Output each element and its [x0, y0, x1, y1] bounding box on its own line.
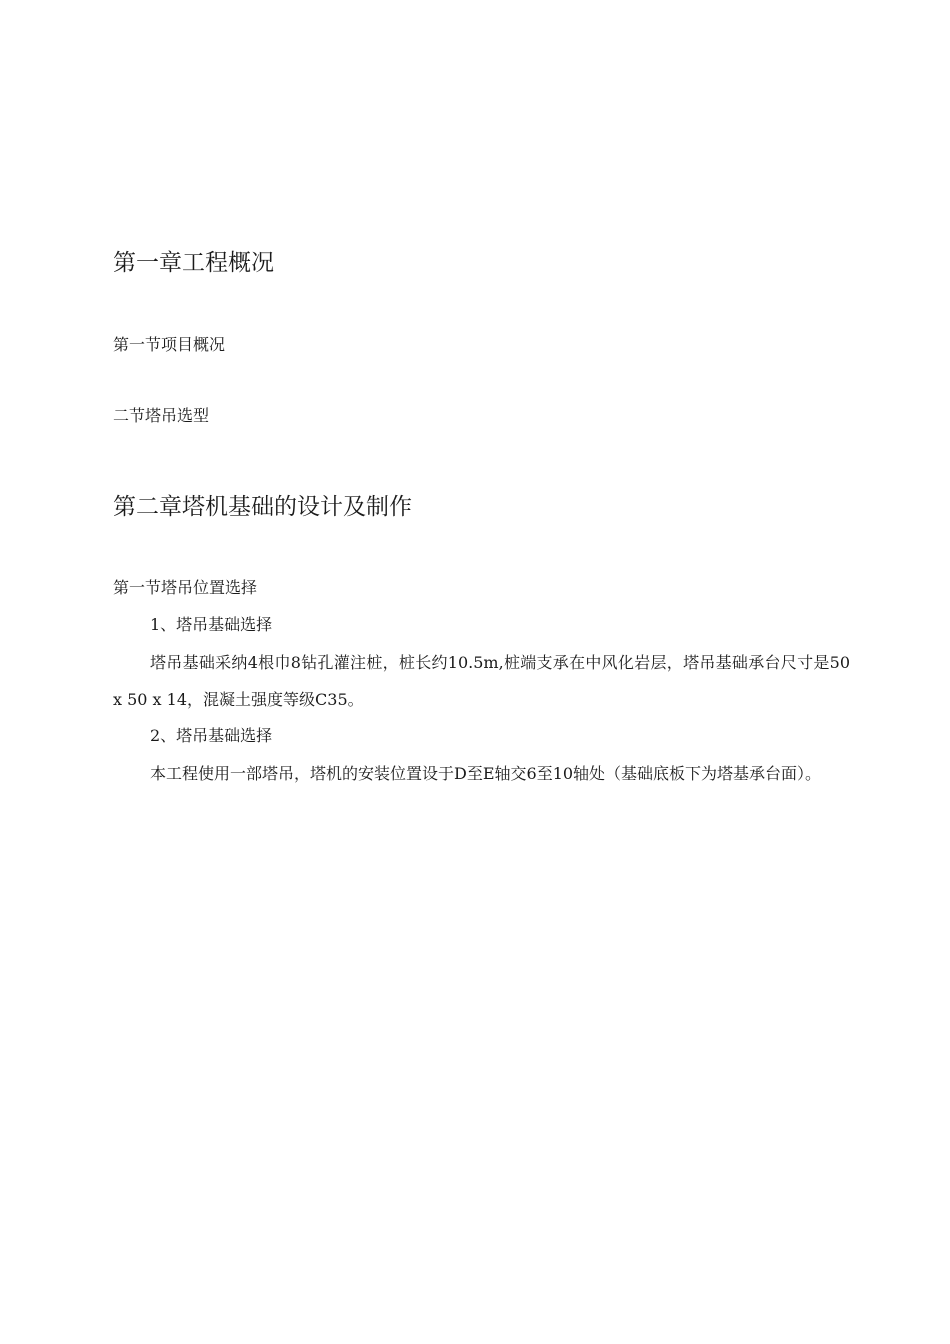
item-1-heading: 1、塔吊基础选择 [150, 615, 273, 634]
item-1-paragraph: 塔吊基础采纳4根巾8钻孔灌注桩，桩长约10.5m,桩端支承在中风化岩层，塔吊基础承台尺寸是50 x 50 x 14，混凝土强度等级C35。 [113, 653, 850, 709]
chapter-2-title: 第二章塔机基础的设计及制作 [113, 494, 412, 520]
item-2-heading: 2、塔吊基础选择 [150, 726, 273, 745]
chapter-1-section-2-title: 二节塔吊选型 [113, 406, 210, 425]
chapter-2-section-1-title: 第一节塔吊位置选择 [113, 578, 258, 597]
chapter-1-section-1-title: 第一节项目概况 [113, 335, 226, 354]
chapter-1-title: 第一章工程概况 [113, 250, 274, 276]
item-2-paragraph: 本工程使用一部塔吊，塔机的安装位置设于D至E轴交6至10轴处（基础底板下为塔基承台面）。 [150, 764, 822, 783]
